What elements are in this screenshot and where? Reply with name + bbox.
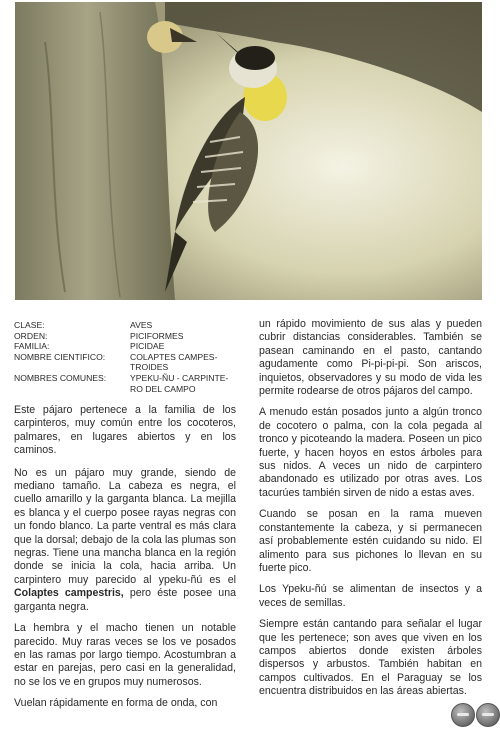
paragraph: un rápido movimiento de sus alas y pueden cubrir distancias considerables. También se pasean caminando en el pasto, cantando agudamente como Pi-pi-pi-pi. Son ariscos, inquietos, observadores y su modo de vida les permite rodearse de otros pájaros del campo. — [259, 318, 482, 398]
paragraph: Cuando se posan en la rama mueven constantemente la cabeza, y si permanecen así probablemente estén cuidando su nido. El alimento para sus pichones lo llevan en su fuerte pico. — [259, 508, 482, 574]
meta-value: COLAPTES CAMPES- TROIDES — [130, 351, 218, 373]
paragraph — [14, 467, 236, 614]
woodpecker-photo — [15, 2, 482, 300]
paragraph-text: pero éste posee una garganta negra. — [14, 587, 236, 613]
paragraph: A menudo están posados junto a algún tronco de cocotero o palma, con la cola pegada al tronco y picoteando la madera. Poseen un pico fuerte, y hacen hoyos en estos árboles para sus nidos. A veces un nido de carpintero abandonado es utilizado por otras aves. Los tacurúes también sirven de nido a estas aves. — [259, 406, 482, 499]
paragraph: Siempre están cantando para señalar el lugar que les pertenece; son aves que viven en los campos abiertos donde existen árboles dispersos y arbustos. También habitan en campos cultivados. En el Paraguay se los encuentra distribuidos en las áreas abiertas. — [259, 618, 482, 698]
paragraph-text: No es un pájaro muy grande, siendo de mediano tamaño. La cabeza es negra, el cuello amarillo y la garganta blanca. La mejilla es blanca y el cuerpo posee rayas negras con un fondo blanco. La parte ventral es más clara que la dorsal; debajo de la cola las plumas son negras. Tiene una mancha blanca en la región donde se inicia la cola, hacia arriba. Un carpintero muy parecido al ypeku-ñú es el — [14, 466, 236, 586]
meta-row-clase — [14, 320, 244, 331]
paragraph: Este pájaro pertenece a la familia de los carpinteros, muy común entre los cocoteros, palmares, en lugares abiertos y en los caminos. — [14, 404, 236, 457]
woodpecker-illustration — [15, 2, 482, 300]
meta-label: CLASE: — [14, 320, 45, 330]
meta-value: YPEKU-ÑU - CARPINTE- RO DEL CAMPO — [130, 372, 229, 394]
right-column — [259, 318, 482, 707]
meta-label: ORDEN: — [14, 330, 48, 341]
meta-row-orden — [14, 331, 244, 342]
meta-label: NOMBRES COMUNES: — [14, 372, 107, 383]
meta-value: PICIFORMES — [130, 330, 184, 341]
scientific-name: Colaptes campestris, — [14, 587, 124, 600]
meta-row-nombre-cientifico — [14, 352, 244, 373]
paragraph: La hembra y el macho tienen un notable parecido. Muy raras veces se los ve posados en las ramas por largo tiempo. Acostumbran a estar en parejas, pero casi en la generalidad, no se los ve en grupos muy numerosos. — [14, 622, 236, 688]
meta-label: FAMILIA: — [14, 341, 50, 352]
paragraph: Vuelan rápidamente en forma de onda, con — [14, 697, 218, 710]
meta-value: AVES — [130, 320, 153, 330]
paragraph: Los Ypeku-ñú se alimentan de insectos y a veces de semillas. — [259, 583, 482, 609]
left-column — [14, 404, 236, 719]
meta-value: PICIDAE — [130, 341, 165, 352]
page-seal-icon — [451, 703, 475, 727]
classification-table — [14, 320, 244, 394]
page-seal-icon — [476, 703, 500, 727]
meta-row-nombres-comunes — [14, 373, 244, 394]
meta-label: NOMBRE CIENTIFICO: — [14, 351, 106, 362]
meta-row-familia — [14, 341, 244, 352]
